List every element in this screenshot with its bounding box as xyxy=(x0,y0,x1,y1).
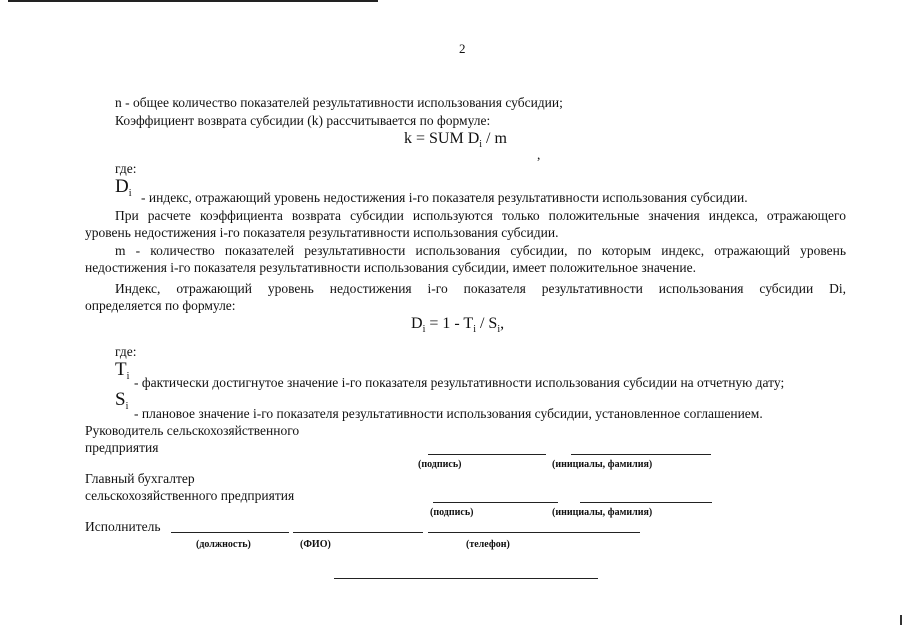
head-initials-caption: (инициалы, фамилия) xyxy=(552,459,653,470)
ti-symbol xyxy=(115,361,129,381)
formula-k-rhs: / m xyxy=(482,130,507,147)
ti-definition: - фактически достигнутое значение i-го показателя результативности использования субсидии на отчетную дату; xyxy=(134,375,785,390)
k-intro: Коэффициент возврата субсидии (k) рассчитывается по формуле: xyxy=(115,113,491,128)
accountant-initials-caption: (инициалы, фамилия) xyxy=(552,507,653,518)
positive-line-2: уровень недостижения i-го показателя результативности использования субсидии. xyxy=(85,225,559,240)
head-signature-caption: (подпись) xyxy=(418,459,462,470)
ti-letter: T xyxy=(115,359,127,380)
formula-k-comma: , xyxy=(537,147,541,162)
head-signature-line xyxy=(428,454,546,455)
head-title-line-2: предприятия xyxy=(85,440,159,455)
si-subscript: i xyxy=(125,401,129,412)
formula-d-mid: = 1 - T xyxy=(425,315,474,332)
formula-k-lhs: k = SUM D xyxy=(404,130,480,147)
index-line-2: определяется по формуле: xyxy=(85,298,236,313)
executor-phone-caption: (телефон) xyxy=(466,539,510,550)
executor-position-caption: (должность) xyxy=(196,539,251,550)
head-title-line-1: Руководитель сельскохозяйственного xyxy=(85,423,300,438)
formula-d xyxy=(411,315,504,334)
formula-d-s-sub: i xyxy=(497,324,501,335)
di-letter: D xyxy=(115,176,129,197)
formula-k-sub: i xyxy=(479,139,483,150)
page-number: 2 xyxy=(459,41,466,56)
executor-label: Исполнитель xyxy=(85,519,161,534)
formula-d-sub: i xyxy=(422,324,426,335)
di-subscript: i xyxy=(128,188,132,199)
si-letter: S xyxy=(115,389,126,410)
accountant-signature-line xyxy=(433,502,558,503)
accountant-title-line-2: сельскохозяйственного предприятия xyxy=(85,488,295,503)
executor-fio-caption: (ФИО) xyxy=(300,539,331,550)
m-line-1: m - количество показателей результативности использования субсидии, по которым индекс, отражающий уровень xyxy=(115,243,846,258)
closing-rule xyxy=(334,578,598,579)
scan-artifact-mark xyxy=(900,615,902,625)
executor-position-line xyxy=(171,532,289,533)
formula-d-slash: / S xyxy=(475,315,498,332)
si-symbol xyxy=(115,391,128,411)
head-initials-line xyxy=(571,454,711,455)
di-definition: - индекс, отражающий уровень недостижения i-го показателя результативности использования субсидии. xyxy=(141,190,748,205)
where-label-2: где: xyxy=(115,344,137,359)
where-label-1: где: xyxy=(115,161,137,176)
si-definition: - плановое значение i-го показателя результативности использования субсидии, установленное соглашением. xyxy=(134,406,763,421)
executor-fio-line xyxy=(293,532,423,533)
ti-subscript: i xyxy=(126,371,130,382)
accountant-signature-caption: (подпись) xyxy=(430,507,474,518)
executor-phone-line xyxy=(428,532,640,533)
page-top-edge xyxy=(8,0,378,2)
positive-line-1: При расчете коэффициента возврата субсидии используются только положительные значения индекса, отражающего xyxy=(115,208,846,223)
formula-d-letter: D xyxy=(411,315,423,332)
accountant-title-line-1: Главный бухгалтер xyxy=(85,471,195,486)
index-line-1: Индекс, отражающий уровень недостижения i-го показателя результативности использования субсидии Di, xyxy=(115,281,846,296)
n-definition: n - общее количество показателей результативности использования субсидии; xyxy=(115,95,563,110)
di-symbol xyxy=(115,178,132,198)
formula-k xyxy=(404,130,507,149)
accountant-initials-line xyxy=(580,502,712,503)
m-line-2: недостижения i-го показателя результативности использования субсидии, имеет положительное значение. xyxy=(85,260,696,275)
formula-d-comma: , xyxy=(500,315,505,332)
formula-d-t-sub: i xyxy=(473,324,476,335)
